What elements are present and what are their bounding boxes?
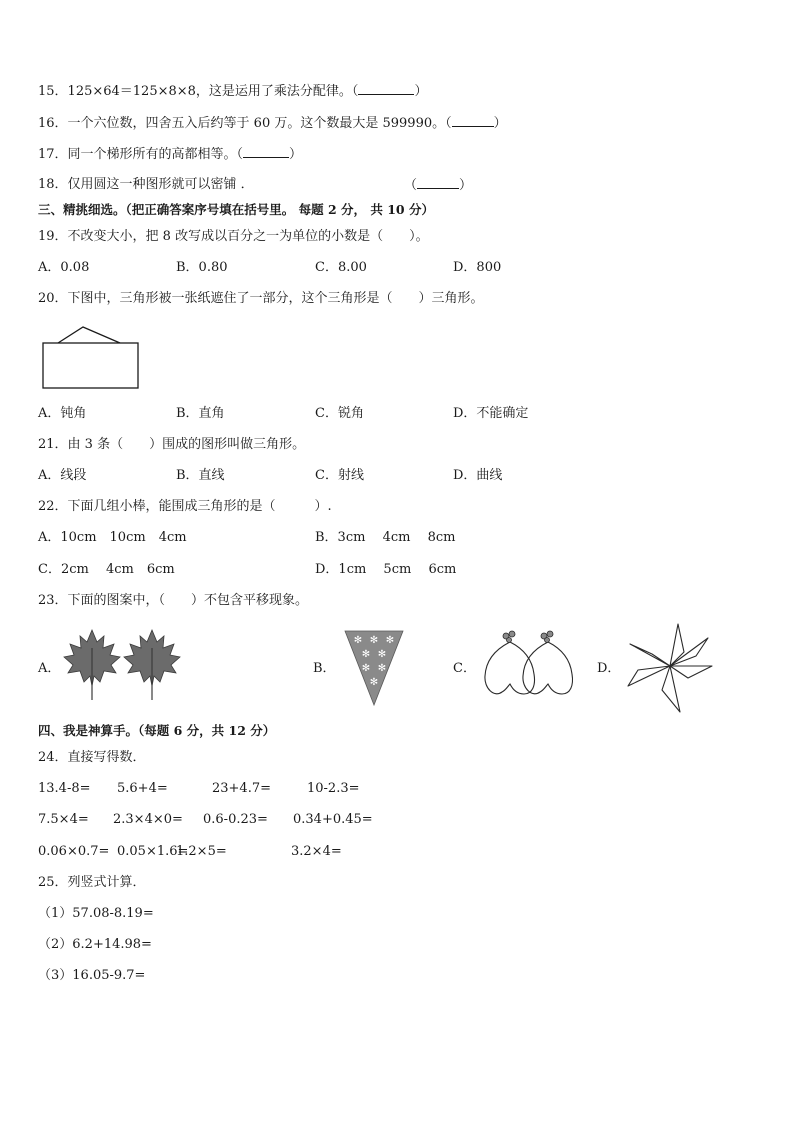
question-23-text: 23．下面的图案中，（ ）不包含平移现象。 (38, 593, 309, 608)
answer-blank[interactable] (358, 82, 414, 95)
option-c[interactable]: C． (453, 661, 476, 676)
option-b[interactable]: B．直线 (176, 468, 225, 483)
vertical-calc-item: （2）6.2+14.98= (38, 937, 152, 952)
pinwheel-image (624, 622, 718, 714)
question-18-text: 18．仅用圆这一种图形就可以密铺 ． (38, 177, 254, 192)
option-c[interactable]: C．2cm 4cm 6cm (38, 562, 175, 577)
vertical-calc-item: （1）57.08-8.19= (38, 906, 154, 921)
question-18-answer (404, 176, 472, 195)
calc-item: 0.6-0.23= (203, 812, 268, 827)
option-d[interactable]: D．曲线 (453, 468, 503, 483)
question-25-text: 25．列竖式计算． (38, 875, 146, 890)
question-20-text: 20．下图中，三角形被一张纸遮住了一部分，这个三角形是（ ）三角形。 (38, 291, 484, 306)
answer-blank[interactable] (417, 176, 459, 189)
question-19-text: 19．不改变大小，把 8 改写成以百分之一为单位的小数是（ ）。 (38, 229, 429, 244)
calc-item: 13.4-8= (38, 781, 91, 796)
svg-text:✻: ✻ (369, 677, 379, 688)
option-a[interactable]: A．10cm 10cm 4cm (38, 530, 187, 545)
vertical-calc-item: （3）16.05-9.7= (38, 968, 146, 983)
option-b[interactable]: B．直角 (176, 406, 225, 421)
question-17 (38, 145, 302, 164)
question-18 (38, 176, 254, 194)
svg-text:✻: ✻ (369, 635, 379, 646)
svg-text:✻: ✻ (353, 635, 363, 646)
paren-open: （ (404, 178, 418, 193)
calc-item: 1.2×5= (176, 844, 227, 859)
question-15-text: 15．125×64＝125×8×8，这是运用了乘法分配律。（ (38, 84, 359, 99)
question-16 (38, 114, 507, 133)
calc-item: 3.2×4= (291, 844, 342, 859)
option-d[interactable]: D．1cm 5cm 6cm (315, 562, 457, 577)
option-c[interactable]: C．射线 (315, 468, 364, 483)
svg-text:✻: ✻ (361, 663, 371, 674)
calc-item: 23+4.7= (212, 781, 272, 796)
question-24-text: 24．直接写得数． (38, 750, 146, 765)
question-22-text: 22．下面几组小棒，能围成三角形的是（ ）. (38, 499, 332, 514)
option-a[interactable]: A．钝角 (38, 406, 87, 421)
calc-item: 7.5×4= (38, 812, 89, 827)
option-b[interactable]: B．0.80 (176, 260, 228, 275)
svg-text:✻: ✻ (377, 649, 387, 660)
svg-text:✻: ✻ (377, 663, 387, 674)
option-a[interactable]: A． (38, 661, 61, 676)
section-3-title: 三、精挑细选。（把正确答案序号填在括号里。 每题 2 分， 共 10 分） (38, 202, 434, 217)
option-a[interactable]: A．线段 (38, 468, 87, 483)
section-4-title: 四、我是神算手。（每题 6 分，共 12 分） (38, 723, 276, 738)
svg-text:✻: ✻ (361, 649, 371, 660)
covered-triangle-figure (40, 322, 140, 390)
maple-leaves-image (64, 628, 180, 704)
option-d[interactable]: D．不能确定 (453, 406, 529, 421)
question-21-text: 21．由 3 条（ ）围成的图形叫做三角形。 (38, 437, 306, 452)
svg-text:✻: ✻ (385, 635, 395, 646)
calc-item: 5.6+4= (117, 781, 168, 796)
paren-close: ） (414, 84, 428, 99)
question-17-text: 17．同一个梯形所有的高都相等。（ (38, 147, 244, 162)
paren-close: ） (493, 116, 507, 131)
option-b[interactable]: B． (313, 661, 336, 676)
option-a[interactable]: A．0.08 (38, 260, 90, 275)
option-d[interactable]: D． (597, 661, 621, 676)
calc-item: 2.3×4×0= (113, 812, 183, 827)
snowflake-triangle-image (344, 630, 404, 706)
option-b[interactable]: B．3cm 4cm 8cm (315, 530, 456, 545)
answer-blank[interactable] (243, 145, 289, 158)
question-16-text: 16．一个六位数，四舍五入后约等于 60 万。这个数最大是 599990。（ (38, 116, 452, 131)
answer-blank[interactable] (452, 114, 494, 127)
option-c[interactable]: C．8.00 (315, 260, 367, 275)
calc-item: 0.05×1.6= (117, 844, 189, 859)
calc-item: 0.06×0.7= (38, 844, 110, 859)
calc-item: 0.34+0.45= (293, 812, 373, 827)
heart-chickens-image (480, 628, 580, 704)
option-c[interactable]: C．锐角 (315, 406, 364, 421)
paren-close: ） (459, 178, 473, 193)
paren-close: ） (289, 147, 303, 162)
question-15 (38, 82, 427, 101)
option-d[interactable]: D．800 (453, 260, 502, 275)
calc-item: 10-2.3= (307, 781, 360, 796)
